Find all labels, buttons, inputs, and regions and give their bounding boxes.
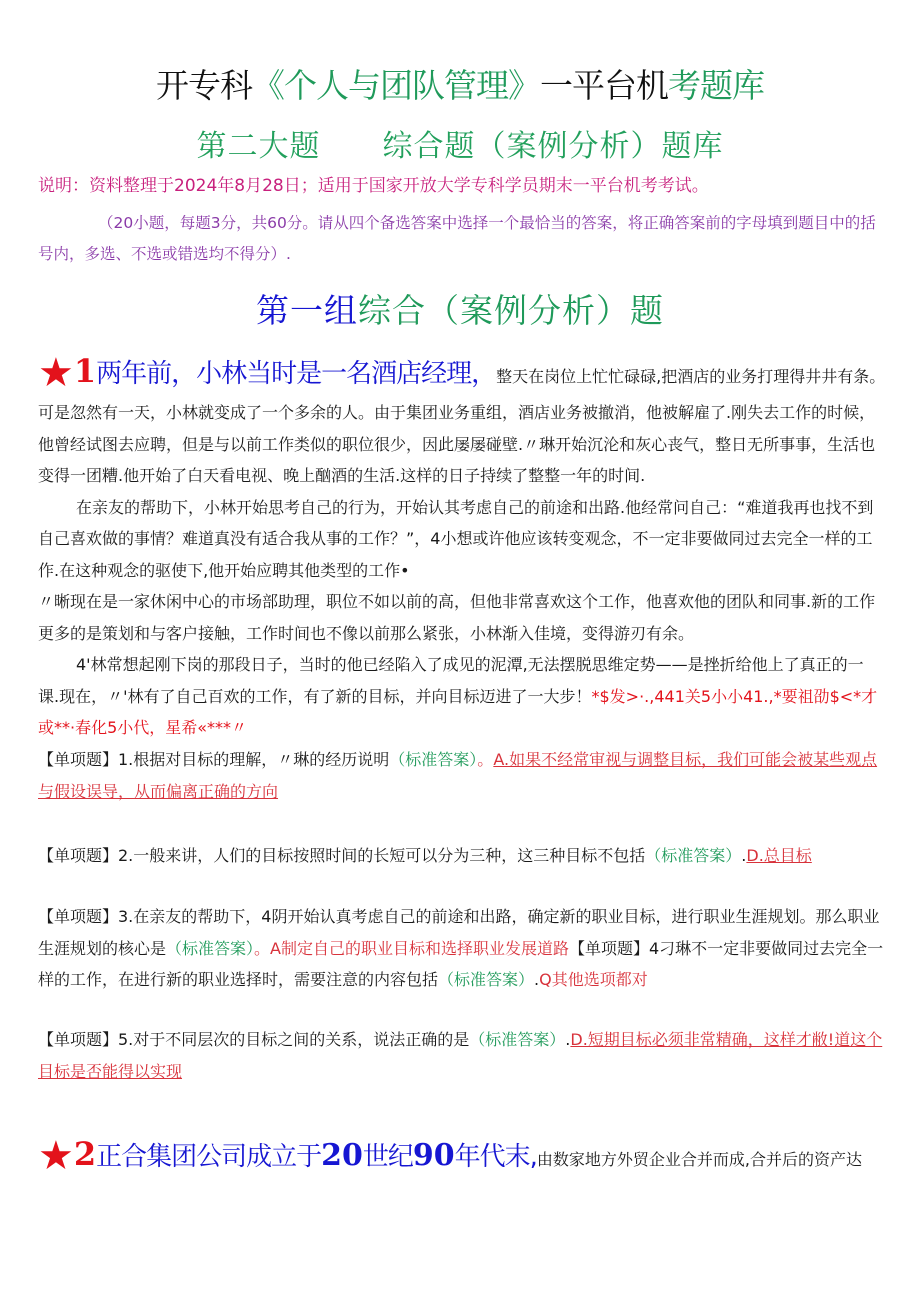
- title-part-2: 一平台机: [540, 66, 668, 105]
- question-5-answer: D.短期目标必须非常精确，这样才敝!道这个目标是否能得以实现: [38, 1030, 883, 1081]
- question-4-answer-tag: （标准答案）: [438, 970, 535, 989]
- title-course-name: 《个人与团队管理》: [252, 66, 540, 105]
- question-4-text: 【单项题】4刁琳不一定非要做同过去完全一样的工作，在进行新的职业选择时，需要注意的内容包括: [38, 938, 884, 989]
- scoring-rules: （20小题，每题3分，共60分。请从四个备选答案中选择一个最恰当的答案，将正确答案前的字母填到题目中的括号内，多选、不选或错选均不得分）.: [38, 214, 876, 263]
- question-2-answer: D.总目标: [746, 846, 812, 865]
- document-note: 说明：资料整理于2024年8月28日；适用于国家开放大学专科学员期末一平台机考考试。: [38, 176, 709, 196]
- case-2-headline-number-1: 20: [321, 1138, 363, 1173]
- case-1-headline-rest: 整天在岗位上忙忙碌碌,把酒店的业务打理得井井有条。: [496, 367, 886, 386]
- case-1-paragraph-4-text: 4'林常想起刚下岗的那段日子，当时的他已经陷入了成见的泥潭,无法摆脱思维定势——是挫折给他上了真正的一课.现在，〃'林有了自己百欢的工作，有了新的目标，并向目标迈进了一大步！: [38, 655, 864, 706]
- question-2-separator: .: [741, 846, 747, 865]
- case-2-headline-c: 年代末,: [454, 1142, 537, 1172]
- case-2-headline-b: 世纪: [362, 1142, 413, 1172]
- case-1-paragraph-1: 可是忽然有一天，小林就变成了一个多余的人。由于集团业务重组，酒店业务被撤消，他被解雇了.刚失去工作的时候，他曾经试图去应聘，但是与以前工作类似的职位很少，因此屡屡碰壁.〃琳开始沉沦和灰心丧气，整日无所事事，生活也变得一团糟.他开始了白天看电视、晚上酗酒的生活.这样的日子持续了整整一年的时间.: [38, 403, 876, 485]
- case-2-heading: [38, 1133, 888, 1179]
- question-4-separator: .: [534, 970, 540, 989]
- question-2: [38, 840, 884, 872]
- case-1-body: [38, 397, 884, 744]
- case-2-headline-number-2: 90: [412, 1138, 455, 1173]
- question-5-separator: .: [565, 1030, 571, 1049]
- question-5: [38, 1024, 884, 1087]
- question-3-4: [38, 901, 884, 996]
- question-1-answer: A.如果不经常审视与调整目标，我们可能会被某些观点与假设误导，从而偏离正确的方向: [38, 750, 878, 801]
- question-3-text: 【单项题】3.在亲友的帮助下，4阴开始认真考虑自己的前途和出路，确定新的职业目标，进行职业生涯规划。那么职业生涯规划的核心是: [38, 907, 880, 958]
- group-title-main: 综合（案例分析）题: [358, 291, 664, 330]
- question-5-text: 【单项题】5.对于不同层次的目标之间的关系，说法正确的是: [38, 1030, 470, 1049]
- case-2-headline-rest: 由数家地方外贸企业合并而成,合并后的资产达: [536, 1150, 863, 1169]
- group-title: [0, 289, 920, 333]
- question-2-text: 【单项题】2.一般来讲，人们的目标按照时间的长短可以分为三种，这三种目标不包括: [38, 846, 646, 865]
- case-1-heading: [38, 350, 888, 396]
- question-4-answer: Q其他选项都对: [539, 970, 648, 989]
- question-1-text: 【单项题】1.根据对目标的理解，〃琳的经历说明: [38, 750, 390, 769]
- question-3-answer-tag: （标准答案）: [166, 938, 255, 958]
- group-title-prefix: 第一组: [256, 291, 358, 330]
- case-2-number: 2: [73, 1135, 97, 1173]
- case-1-headline: 两年前，小林当时是一名酒店经理，: [96, 359, 497, 389]
- case-1-paragraph-4-garbled: *$发>·.,441关5小小41.,*要祖劭$<*才或**·春化5小代，星希«***〃: [38, 686, 878, 737]
- question-3-separator: 。: [254, 938, 271, 958]
- question-1-answer-tag: （标准答案）: [389, 750, 478, 769]
- question-1: [38, 744, 884, 807]
- title-part-1: 开专科: [156, 66, 252, 105]
- section-subtitle: 第二大题 综合题（案例分析）题库: [196, 129, 724, 164]
- question-1-separator: 。: [477, 750, 494, 769]
- star-icon: ★: [38, 350, 74, 396]
- question-5-answer-tag: （标准答案）: [469, 1030, 566, 1049]
- case-1-paragraph-4: [38, 649, 884, 744]
- case-2-headline-a: 正合集团公司成立于: [96, 1142, 322, 1172]
- document-title: [0, 66, 920, 106]
- question-2-answer-tag: （标准答案）: [645, 846, 742, 865]
- star-icon: ★: [38, 1133, 74, 1179]
- case-1-paragraph-3: 〃晰现在是一家休闲中心的市场部助理，职位不如以前的高，但他非常喜欢这个工作，他喜欢他的团队和同事.新的工作更多的是策划和与客户接触，工作时间也不像以前那么紧张，小林渐入佳境，变得游刃有余。: [38, 592, 876, 643]
- question-3-answer: A制定自己的职业目标和选择职业发展道路: [270, 938, 569, 958]
- case-1-number: 1: [73, 352, 97, 390]
- title-part-3: 考题库: [668, 66, 764, 105]
- case-1-paragraph-2: 在亲友的帮助下，小林开始思考自己的行为，开始认其考虑自己的前途和出路.他经常问自己：“难道我再也找不到自己喜欢做的事情？难道真没有适合我从事的工作？”，4小想或许他应该转变观念，不一定非要做同过去完全一样的工作.在这种观念的驱使下,他开始应聘其他类型的工作•: [38, 497, 874, 580]
